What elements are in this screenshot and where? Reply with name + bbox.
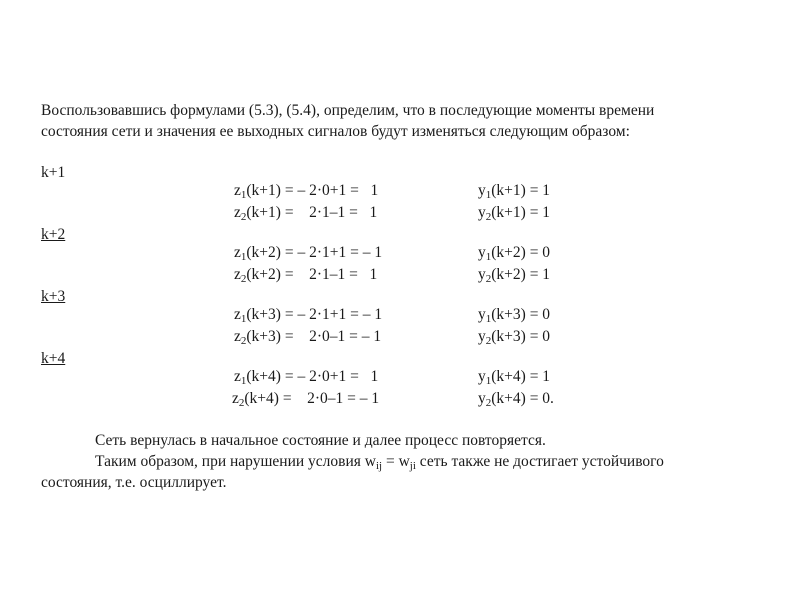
step-label-k3: k+3 <box>41 288 66 305</box>
equation-y2-k1: $y_2(k+1) = 1$ <box>478 204 551 223</box>
conclusion-line-1: Сеть вернулась в начальное состояние и далее процесс повторяется. <box>95 432 546 449</box>
step-label-k4: k+4 <box>41 350 66 367</box>
conclusion-line-3: состояния, т.е. осциллирует. <box>41 474 227 491</box>
equation-z2-k1: $z_2(k+1)$ = 2·1–1 = 1 <box>234 204 378 223</box>
equation-y1-k1: $y_1(k+1) = 1$ <box>478 182 551 201</box>
equation-y2-k3: $y_2(k+3) = 0$ <box>478 328 551 347</box>
equation-z1-k3: $z_1(k+3)$ = – 2·1+1 = – 1 <box>234 306 383 325</box>
equation-y1-k2: $y_1(k+2) = 0$ <box>478 244 551 263</box>
conclusion-line-2: Таким образом, при нарушении условия $w_{ij} = w_{ji}$ сеть также не достигает устойчивого <box>95 453 664 472</box>
equation-z1-k2: $z_1(k+2)$ = – 2·1+1 = – 1 <box>234 244 383 263</box>
step-label-k2: k+2 <box>41 226 66 243</box>
equation-z2-k4: $z_2(k+4)$ = 2·0–1 = – 1 <box>232 390 380 409</box>
step-label-k1: k+1 <box>41 164 66 181</box>
equation-z1-k4: $z_1(k+4)$ = – 2·0+1 = 1 <box>234 368 379 387</box>
equation-y1-k4: $y_1(k+4) = 1$ <box>478 368 551 387</box>
equation-z2-k2: $z_2(k+2)$ = 2·1–1 = 1 <box>234 266 378 285</box>
conclusion-paragraph <box>41 430 761 493</box>
equation-y2-k2: $y_2(k+2) = 1$ <box>478 266 551 285</box>
equation-z1-k1: $z_1(k+1)$ = – 2·0+1 = 1 <box>234 182 379 201</box>
equation-y2-k4: $y_2(k+4) = 0$. <box>478 390 554 409</box>
equation-y1-k3: $y_1(k+3) = 0$ <box>478 306 551 325</box>
intro-line-1: Воспользовавшись формулами (5.3), (5.4), определим, что в последующие моменты времени <box>41 102 655 119</box>
intro-line-2: состояния сети и значения ее выходных сигналов будут изменяться следующим образом: <box>41 123 630 140</box>
equation-z2-k3: $z_2(k+3)$ = 2·0–1 = – 1 <box>234 328 382 347</box>
intro-paragraph <box>41 100 761 142</box>
